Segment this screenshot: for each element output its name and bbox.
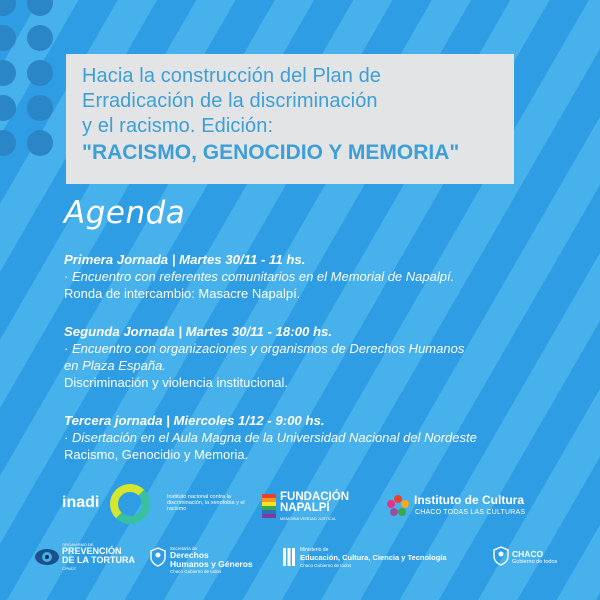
prevencion-line2: DE LA TORTURA [62,555,135,565]
instituto-cultura-subtitle: CHACO TODAS LAS CULTURAS [415,509,526,516]
fundacion-title: FUNDACIÓN NAPALPÍ [280,491,349,514]
chaco-shield-icon [493,546,509,566]
decor-dot [27,130,53,156]
session-2 [64,323,564,391]
derechos-shield-icon [150,547,166,567]
title-line-2: Erradicación de la discriminación [82,90,378,112]
title-line-3: y el racismo. Edición: [82,115,274,137]
chaco-sub: Gobierno de todos [512,559,558,565]
title-line-1: Hacia la construcción del Plan de [82,65,382,87]
inadi-description: Instituto nacional contra la discriminación, la xenofobia y el racismo [167,494,245,512]
session-heading: Segunda Jornada | Martes 30/11 - 18:00 hs. [64,324,333,339]
derechos-small: Secretaría de [170,546,198,551]
title-card [66,54,514,184]
ministerio-sub: Chaco Gobierno de todos [300,563,352,568]
session-heading: Tercera jornada | Miercoles 1/12 - 9:00 hs. [64,413,325,428]
session-description-cont: en Plaza España. [64,358,166,373]
session-description: · Disertación en el Aula Magna de la Universidad Nacional del Nordeste [64,430,477,445]
instituto-cultura-flower-icon [386,494,410,518]
instituto-cultura-title: Instituto de Cultura [414,493,524,507]
session-description: · Encuentro con referentes comunitarios en el Memorial de Napalpí. [64,269,455,284]
prevencion-line1: PREVENCIÓN [62,546,122,556]
derechos-sub: Chaco Gobierno de todos [170,569,222,574]
ministerio-bars-icon [283,548,295,566]
ministerio-title: Educación, Cultura, Ciencia y Tecnología [300,553,447,562]
session-1 [64,251,564,302]
ministerio-small: Ministerio de [300,547,329,553]
decor-dot [27,95,53,121]
fundacion-subtitle: MEMORIA VERDAD JUSTICIA [280,516,336,521]
decor-dot [27,60,53,86]
logos-row-top [0,476,600,540]
prevencion-eye-icon [34,544,60,570]
session-heading: Primera Jornada | Martes 30/11 - 11 hs. [64,252,306,267]
chaco-title: CHACO [512,549,544,559]
logos-row-bottom [0,540,600,578]
inadi-logo-text: inadi [62,494,100,511]
session-description: · Encuentro con organizaciones y organismos de Derechos Humanos [64,341,465,356]
agenda-heading: Agenda [64,195,186,231]
session-topic: Discriminación y violencia institucional. [64,375,288,390]
title-highlight: "RACISMO, GENOCIDIO Y MEMORIA" [82,141,460,164]
agenda-sessions [64,251,564,484]
decor-dot [27,25,53,51]
session-topic: Racismo, Genocidio y Memoria. [64,447,249,462]
fundacion-stripes-icon [262,494,276,518]
derechos-title: Derechos Humanos y Géneros [170,550,253,569]
prevencion-acronym: CPMDT [62,566,77,571]
inadi-ring-icon [110,484,150,524]
prevencion-small: ORGANISMO DE [62,542,94,547]
session-topic: Ronda de intercambio: Masacre Napalpí. [64,286,301,301]
session-3 [64,412,564,463]
